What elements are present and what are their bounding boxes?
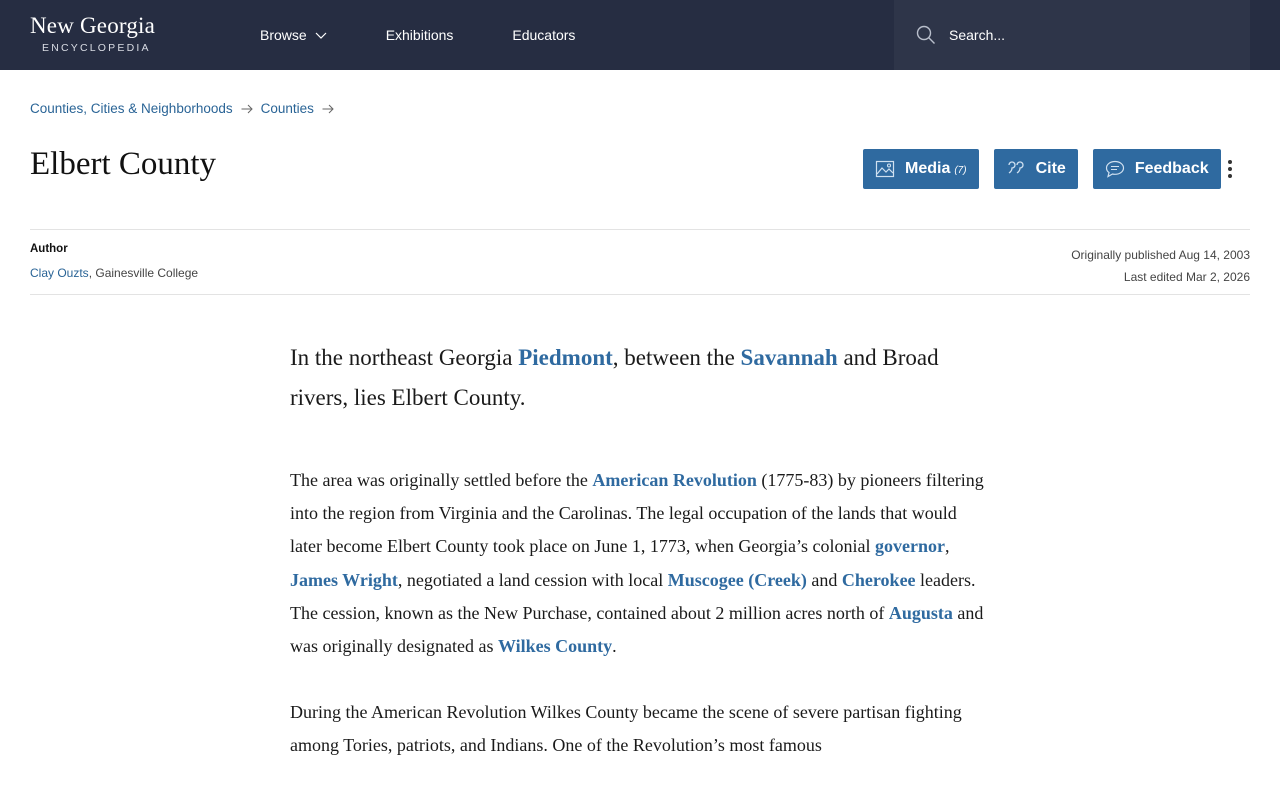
link-james-wright[interactable]: James Wright <box>290 569 398 590</box>
article-body <box>290 338 990 796</box>
media-count: (7) <box>954 165 967 176</box>
nav-exhibitions-label: Exhibitions <box>385 27 454 43</box>
text-segment: , <box>945 536 950 557</box>
link-augusta[interactable]: Augusta <box>888 602 953 623</box>
link-governor[interactable]: governor <box>875 536 946 557</box>
quote-icon <box>1006 159 1026 179</box>
main-nav <box>260 0 575 70</box>
text-segment: and Broad rivers, lies Elbert County. <box>290 345 939 410</box>
nav-browse[interactable] <box>260 27 327 43</box>
edited-date: Last edited Mar 2, 2026 <box>1123 270 1250 284</box>
site-logo[interactable] <box>30 13 155 54</box>
text-segment: During the American Revolution Wilkes County became the scene of severe partisan fighting among Tories, patriots, and Indians. One of the Revolution’s most famous <box>290 702 962 756</box>
article-actions <box>863 149 1221 189</box>
text-segment: and <box>806 569 842 590</box>
link-wilkes-county[interactable]: Wilkes County <box>497 636 613 657</box>
link-piedmont[interactable]: Piedmont <box>518 345 613 370</box>
text-segment: , negotiated a land cession with local <box>397 569 668 590</box>
author-link[interactable]: Clay Ouzts <box>30 266 89 280</box>
feedback-button[interactable] <box>1093 149 1221 189</box>
text-segment: In the northeast Georgia <box>290 345 519 370</box>
page-title: Elbert County <box>30 146 217 182</box>
media-button-label: Media <box>905 160 951 177</box>
nav-educators-label: Educators <box>512 27 576 43</box>
text-segment: leaders. The cession, known as the New Purchase, contained about 2 million acres north of <box>290 569 976 623</box>
search-input[interactable] <box>949 27 1229 43</box>
text-segment: . <box>612 636 617 657</box>
search-bar <box>894 0 1250 70</box>
arrow-right-icon <box>241 104 253 114</box>
link-cherokee[interactable]: Cherokee <box>841 569 916 590</box>
breadcrumb-link-counties[interactable]: Counties <box>260 101 314 116</box>
text-segment: , between the <box>612 345 741 370</box>
cite-button-label: Cite <box>1035 160 1066 177</box>
media-button[interactable] <box>863 149 979 189</box>
article-paragraph <box>290 696 990 762</box>
publication-dates <box>1071 244 1250 288</box>
breadcrumb-link-counties-cities[interactable]: Counties, Cities & Neighborhoods <box>30 101 233 116</box>
nav-educators[interactable] <box>512 27 575 43</box>
feedback-button-label: Feedback <box>1134 160 1209 177</box>
link-savannah[interactable]: Savannah <box>740 345 838 370</box>
article-paragraph <box>290 464 990 663</box>
author-line <box>30 266 198 280</box>
author-label: Author <box>30 243 68 255</box>
nav-exhibitions[interactable] <box>386 27 454 43</box>
search-icon[interactable] <box>916 25 936 45</box>
nav-browse-label: Browse <box>260 27 307 43</box>
logo-main-text: New Georgia <box>30 13 156 38</box>
author-affiliation: , Gainesville College <box>88 266 199 280</box>
chevron-down-icon <box>315 29 327 41</box>
cite-button[interactable] <box>994 149 1078 189</box>
text-segment: The area was originally settled before the <box>290 470 593 490</box>
article-lead <box>290 338 990 418</box>
image-icon <box>875 159 895 179</box>
logo-sub-text: ENCYCLOPEDIA <box>42 42 151 54</box>
divider <box>30 294 1250 295</box>
published-date: Originally published Aug 14, 2003 <box>1071 248 1250 262</box>
link-muscogee-creek[interactable]: Muscogee (Creek) <box>667 569 807 590</box>
speech-bubble-icon <box>1105 159 1125 179</box>
breadcrumb <box>30 101 342 116</box>
divider <box>30 229 1250 230</box>
text-segment: (1775-83) by pioneers filtering into the region from Virginia and the Carolinas. The legal occupation of the lands that would later become Elbert County took place on June 1, 1773, when Georgia’s colonial <box>290 470 984 557</box>
text-segment: and was originally designated as <box>290 602 984 657</box>
link-american-revolution[interactable]: American Revolution <box>592 470 757 490</box>
more-options-icon[interactable] <box>1222 158 1238 180</box>
arrow-right-icon <box>322 104 334 114</box>
top-navigation-bar <box>0 0 1280 70</box>
